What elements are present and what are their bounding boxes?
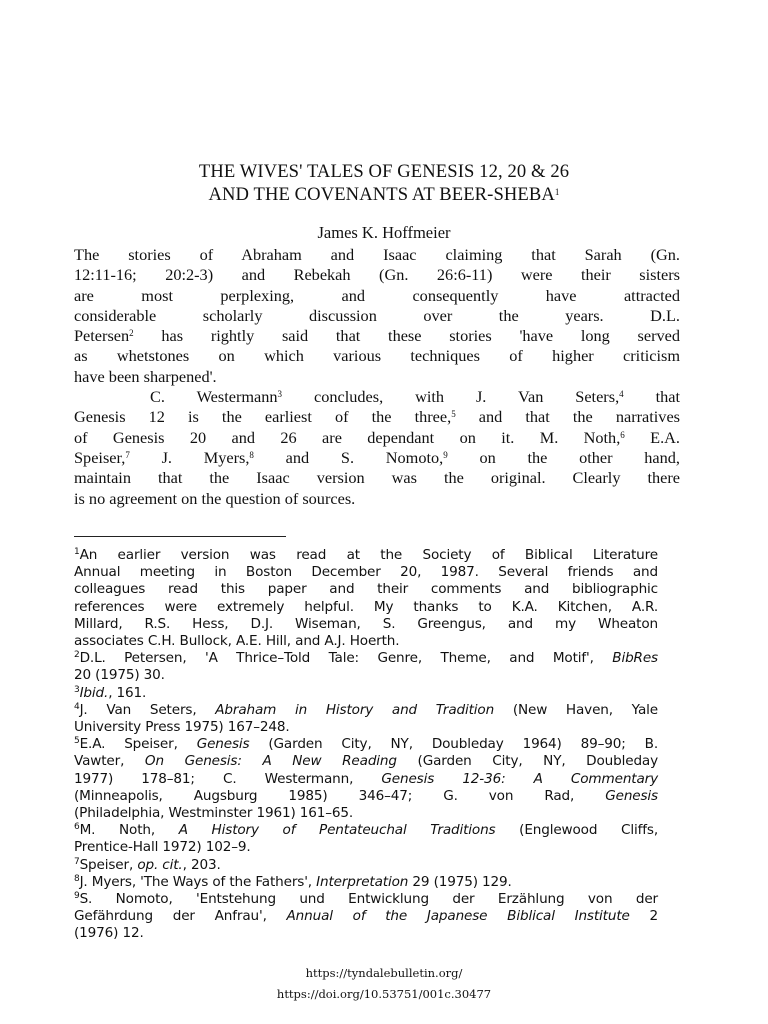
body-line: Petersen$^2$ has rightly said that these stories 'have long served — [74, 326, 680, 346]
footnotes — [74, 547, 658, 943]
body-line: 12:11-16; 20:2-3) and Rebekah (Gn. 26:6-11) were their sisters — [74, 265, 680, 285]
body-line: are most perplexing, and consequently have attracted — [74, 285, 680, 305]
title-footnote-ref: 1 — [554, 187, 560, 197]
footer-links — [0, 963, 768, 1005]
footnote-3: $^3$Ibid., 161. — [74, 684, 147, 701]
footnote-line: Gefährdung der Anfrau', Annual of the Japanese Biblical Institute 2 — [74, 908, 658, 925]
site-url-link[interactable]: https://tyndalebulletin.org/ — [305, 966, 463, 980]
footnote-line: (Minneapolis, Augsburg 1985) 346–47; G. von Rad, Genesis — [74, 787, 658, 804]
footnote-ref: 8 — [249, 449, 254, 460]
footnote-line: associates C.H. Bullock, A.E. Hill, and A.J. Hoerth. — [74, 633, 400, 650]
body-line: C. Westermann$^3$ concludes, with J. Van Seters,$^4$ that — [150, 387, 680, 407]
body-line: of Genesis 20 and 26 are dependant on it. M. Noth,$^6$ E.A. — [74, 427, 680, 447]
footnote-ref: 5 — [451, 409, 456, 420]
footnote-line: Vawter, On Genesis: A New Reading (Garden City, NY, Doubleday — [74, 753, 659, 770]
footnote-line: 20 (1975) 30. — [74, 667, 165, 684]
footnote-divider — [74, 536, 286, 537]
footnote-line: 1977) 178–81; C. Westermann, Genesis 12-36: A Commentary — [74, 770, 658, 787]
body-line: is no agreement on the question of sources. — [74, 488, 356, 508]
body-line: The stories of Abraham and Isaac claiming that Sarah (Gn. — [74, 245, 680, 264]
title-line-1: THE WIVES' TALES OF GENESIS 12, 20 & 26 — [198, 161, 570, 182]
footnote-2: $^2$D.L. Petersen, 'A Thrice–Told Tale: Genre, Theme, and Motif', BibRes — [74, 650, 658, 667]
body-line: maintain that the Isaac version was the original. Clearly there — [74, 468, 680, 488]
footnote-1: $^1$An earlier version was read at the Society of Biblical Literature — [74, 547, 658, 563]
footnote-line: colleagues read this paper and their comments and bibliographic — [74, 581, 658, 598]
footnote-line: Annual meeting in Boston December 20, 1987. Several friends and — [74, 564, 658, 581]
footnote-line: (Philadelphia, Westminster 1961) 161–65. — [74, 805, 354, 822]
footnote-5: $^5$E.A. Speiser, Genesis (Garden City, NY, Doubleday 1964) 89–90; B. — [74, 736, 658, 753]
doi-link[interactable]: https://doi.org/10.53751/001c.30477 — [276, 987, 492, 1001]
footnote-line: (1976) 12. — [74, 925, 144, 942]
footnote-ref: 3 — [277, 389, 283, 400]
footnote-4: $^4$J. Van Seters, Abraham in History and Tradition (New Haven, Yale — [74, 701, 658, 718]
body-line: considerable scholarly discussion over the years. D.L. — [74, 305, 680, 325]
footnote-line: Millard, R.S. Hess, D.J. Wiseman, S. Greengus, and my Wheaton — [74, 615, 658, 632]
footnote-ref: 6 — [620, 429, 625, 440]
title-line-2: AND THE COVENANTS AT BEER-SHEBA$^1$ — [208, 184, 560, 205]
footnote-9: $^9$S. Nomoto, 'Entstehung und Entwicklung der Erzählung von der — [74, 891, 658, 908]
footnote-ref: 4 — [619, 389, 624, 400]
body-text — [74, 245, 680, 509]
body-line: have been sharpened'. — [74, 366, 217, 386]
author-name: James K. Hoffmeier — [317, 223, 451, 242]
footnote-7: $^7$Speiser, op. cit., 203. — [74, 856, 221, 873]
body-line: Speiser,$^7$ J. Myers,$^8$ and S. Nomoto,$^9$ on the other hand, — [74, 447, 680, 467]
footnote-line: Prentice-Hall 1972) 102–9. — [74, 839, 251, 856]
footnote-line: University Press 1975) 167–248. — [74, 719, 290, 736]
footnote-6: $^6$M. Noth, A History of Pentateuchal Traditions (Englewood Cliffs, — [74, 822, 658, 839]
footnote-ref: 2 — [129, 328, 134, 339]
footnote-ref: 9 — [443, 449, 448, 460]
footnote-8: $^8$J. Myers, 'The Ways of the Fathers', Interpretation 29 (1975) 129. — [74, 873, 512, 890]
body-line: as whetstones on which various techniques of higher criticism — [74, 346, 680, 366]
footnote-line: references were extremely helpful. My thanks to K.A. Kitchen, A.R. — [74, 598, 658, 615]
body-line: Genesis 12 is the earliest of the three,$^5$ and that the narratives — [74, 407, 681, 427]
article-title — [60, 160, 708, 206]
footnote-ref: 7 — [125, 449, 130, 460]
